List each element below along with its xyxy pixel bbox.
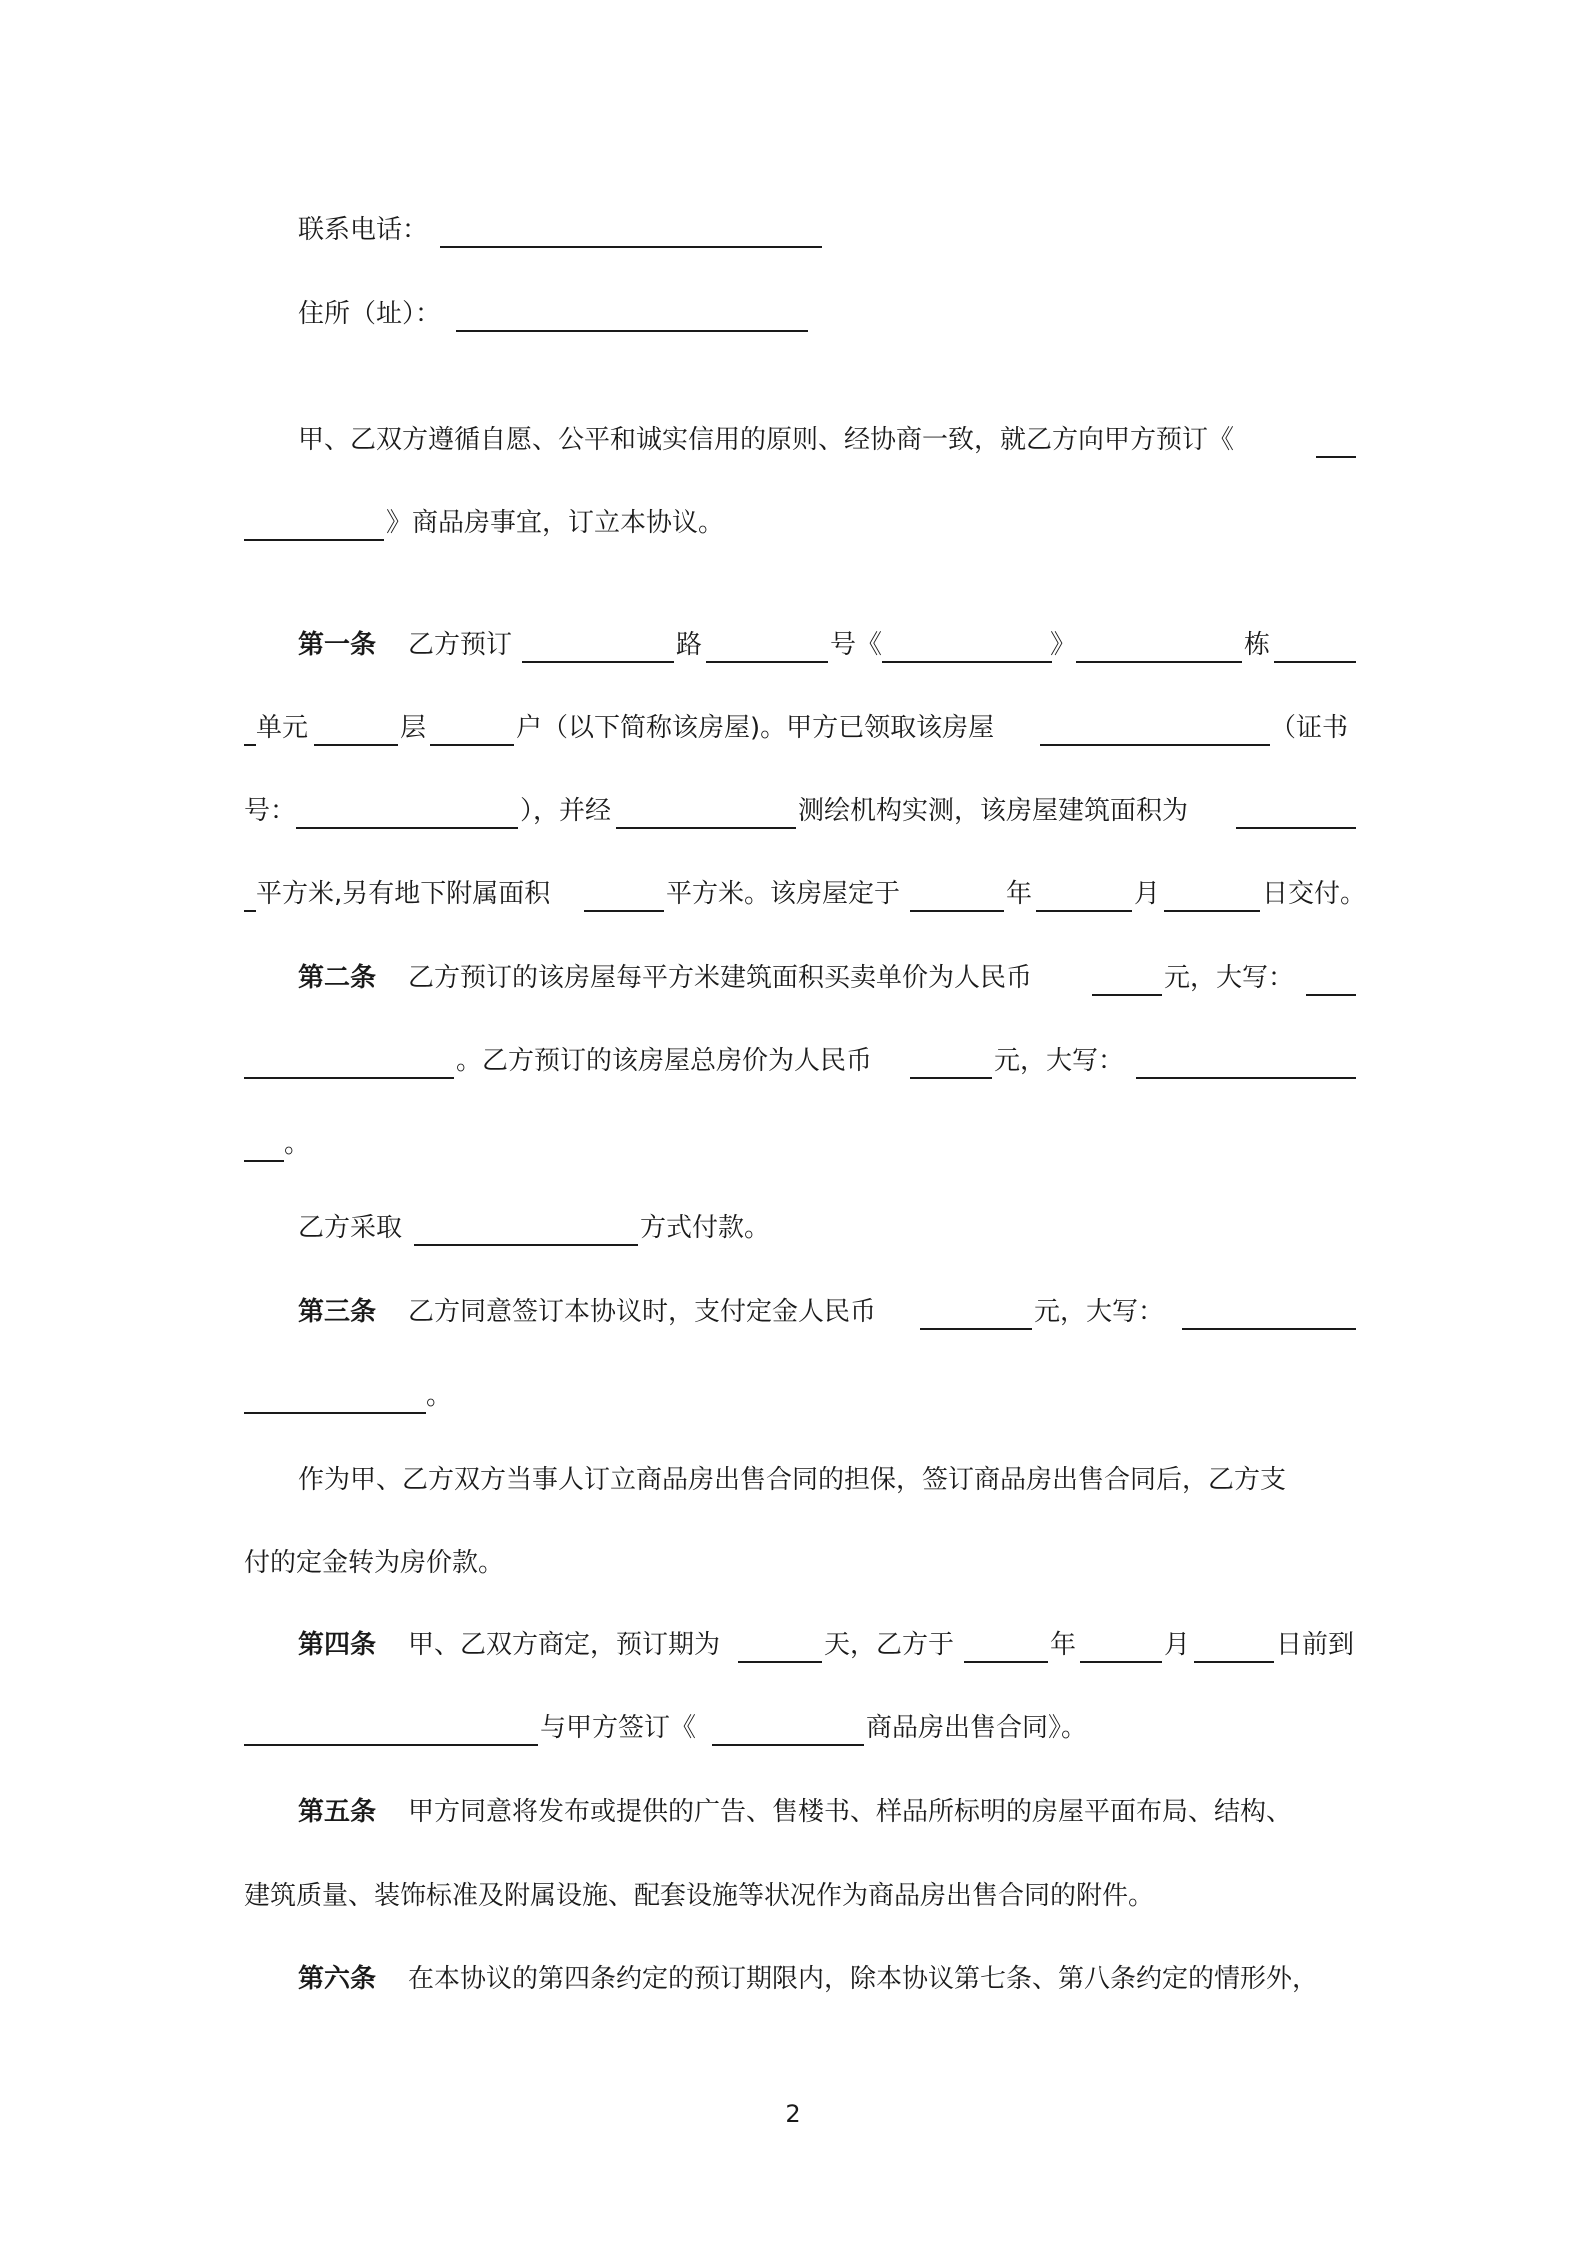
art4-days-blank bbox=[738, 1661, 822, 1663]
art4-text-e: 日前到 bbox=[1276, 1630, 1355, 1660]
art4-text-month: 月 bbox=[1164, 1630, 1191, 1660]
intro-blank-1 bbox=[1316, 456, 1356, 458]
page-number: 2 bbox=[785, 2100, 801, 2128]
art1-year-blank bbox=[910, 910, 1004, 912]
art1-text-delivery: 平方米。该房屋定于 bbox=[666, 879, 901, 909]
art2-text-pay: 乙方采取 bbox=[298, 1213, 403, 1243]
art1-floor-blank bbox=[430, 744, 514, 746]
art2-price-blank bbox=[1092, 994, 1162, 996]
address-row bbox=[0, 296, 1586, 332]
art1-project-blank bbox=[882, 661, 1052, 663]
art1-text-household: 户（以下简称该房屋)。甲方已领取该房屋 bbox=[516, 713, 995, 743]
art1-text-no: 号《 bbox=[830, 630, 883, 660]
art1-line-3 bbox=[0, 793, 1586, 829]
art4-text-g: 商品房出售合同》。 bbox=[866, 1713, 1088, 1743]
art2-line-2 bbox=[0, 1043, 1586, 1079]
art3-heading: 第三条 bbox=[298, 1297, 377, 1327]
art1-lead-blank-4 bbox=[244, 910, 256, 912]
art1-text-close: 》 bbox=[1050, 630, 1077, 660]
art1-day-blank bbox=[1164, 910, 1260, 912]
art6-line-1 bbox=[0, 1961, 1586, 1997]
art2-caps-blank-1 bbox=[1306, 994, 1356, 996]
art1-text-sqm: 平方米,另有地下附属面积 bbox=[256, 879, 551, 909]
art2-text-d: 元，大写： bbox=[994, 1046, 1125, 1076]
art6-text-1: 在本协议的第四条约定的预订期限内，除本协议第七条、第八条约定的情形外， bbox=[408, 1964, 1319, 1994]
art5-text-1: 甲方同意将发布或提供的广告、售楼书、样品所标明的房屋平面布局、结构、 bbox=[408, 1797, 1293, 1827]
art1-area-blank bbox=[1236, 827, 1356, 829]
art1-text-floor: 层 bbox=[400, 713, 427, 743]
art3-text-b: 元，大写： bbox=[1034, 1297, 1165, 1327]
art1-road-blank bbox=[522, 661, 674, 663]
art4-year-blank bbox=[964, 1661, 1048, 1663]
art1-line-2 bbox=[0, 710, 1586, 746]
art2-total-caps-blank bbox=[1136, 1077, 1356, 1079]
art1-survey-blank bbox=[616, 827, 796, 829]
intro-text-1: 甲、乙双方遵循自愿、公平和诚实信用的原则、经协商一致，就乙方向甲方预订《 bbox=[298, 425, 1235, 455]
art1-heading: 第一条 bbox=[298, 630, 377, 660]
art3-deposit-blank bbox=[920, 1328, 1032, 1330]
address-blank bbox=[456, 330, 808, 332]
art1-text-a: 乙方预订 bbox=[408, 630, 513, 660]
art4-place-blank bbox=[244, 1744, 538, 1746]
art3-para-2: 付的定金转为房价款。 bbox=[244, 1548, 505, 1578]
intro-text-2: 》商品房事宜，订立本协议。 bbox=[386, 508, 725, 538]
art1-cert-blank bbox=[1040, 744, 1270, 746]
intro-line-1 bbox=[0, 422, 1586, 458]
art3-caps-blank-1 bbox=[1182, 1328, 1356, 1330]
art6-heading: 第六条 bbox=[298, 1964, 377, 1994]
intro-blank-2 bbox=[244, 539, 384, 541]
art5-heading: 第五条 bbox=[298, 1797, 377, 1827]
art1-building-blank bbox=[1076, 661, 1242, 663]
art1-text-certno: 号： bbox=[244, 796, 297, 826]
art2-payment-method-blank bbox=[414, 1244, 638, 1246]
art1-text-month: 月 bbox=[1134, 879, 1161, 909]
art1-basement-blank bbox=[584, 910, 664, 912]
art2-text-e: 。 bbox=[284, 1129, 311, 1159]
art1-text-day: 日交付。 bbox=[1262, 879, 1367, 909]
art2-text-pay-tail: 方式付款。 bbox=[640, 1213, 771, 1243]
art2-text-b: 元，大写： bbox=[1164, 963, 1295, 993]
art1-text-building: 栋 bbox=[1244, 630, 1271, 660]
art3-text-a: 乙方同意签订本协议时，支付定金人民币 bbox=[408, 1297, 877, 1327]
art2-line-3 bbox=[0, 1126, 1586, 1162]
art4-contract-blank bbox=[712, 1744, 864, 1746]
art1-lead-blank-2 bbox=[244, 744, 256, 746]
art3-line-1 bbox=[0, 1294, 1586, 1330]
art4-text-year: 年 bbox=[1050, 1630, 1077, 1660]
art2-caps-blank-2 bbox=[244, 1077, 454, 1079]
address-label: 住所（址）： bbox=[298, 299, 442, 329]
intro-line-2 bbox=[0, 505, 1586, 541]
contact-phone-row bbox=[0, 212, 1586, 248]
art2-text-a: 乙方预订的该房屋每平方米建筑面积买卖单价为人民币 bbox=[408, 963, 1033, 993]
art4-line-1 bbox=[0, 1627, 1586, 1663]
art2-line-1 bbox=[0, 960, 1586, 996]
art5-line-1 bbox=[0, 1794, 1586, 1830]
art1-text-year: 年 bbox=[1006, 879, 1033, 909]
art4-text-a: 甲、乙双方商定，预订期为 bbox=[408, 1630, 721, 1660]
art3-para-line-2 bbox=[0, 1545, 1586, 1581]
art3-caps-blank-2 bbox=[244, 1412, 426, 1414]
art2-payment-row bbox=[0, 1210, 1586, 1246]
art2-heading: 第二条 bbox=[298, 963, 377, 993]
art2-total-blank bbox=[910, 1077, 992, 1079]
art4-text-b: 天，乙方于 bbox=[824, 1630, 955, 1660]
art2-caps-blank-3 bbox=[244, 1160, 284, 1162]
art4-heading: 第四条 bbox=[298, 1630, 377, 1660]
art1-unit-blank bbox=[314, 744, 398, 746]
art4-month-blank bbox=[1080, 1661, 1162, 1663]
art4-day-blank bbox=[1194, 1661, 1274, 1663]
art1-line-1 bbox=[0, 627, 1586, 663]
art5-line-2 bbox=[0, 1878, 1586, 1914]
art4-line-2 bbox=[0, 1710, 1586, 1746]
art1-text-road: 路 bbox=[676, 630, 703, 660]
art1-number-blank bbox=[706, 661, 828, 663]
art1-text-survey: 测绘机构实测，该房屋建筑面积为 bbox=[798, 796, 1189, 826]
art4-text-f: 与甲方签订《 bbox=[540, 1713, 697, 1743]
art3-text-c: 。 bbox=[426, 1381, 453, 1411]
art3-para-line-1 bbox=[0, 1462, 1586, 1498]
art3-line-2 bbox=[0, 1378, 1586, 1414]
art1-line-4 bbox=[0, 876, 1586, 912]
art1-text-cert: （证书 bbox=[1270, 713, 1349, 743]
art1-certno-blank bbox=[296, 827, 518, 829]
art1-tail-blank-1 bbox=[1274, 661, 1356, 663]
art5-text-2: 建筑质量、装饰标准及附属设施、配套设施等状况作为商品房出售合同的附件。 bbox=[244, 1881, 1155, 1911]
contact-phone-blank bbox=[440, 246, 822, 248]
contact-phone-label: 联系电话： bbox=[298, 215, 429, 245]
art3-para-1: 作为甲、乙方双方当事人订立商品房出售合同的担保，签订商品房出售合同后，乙方支 bbox=[298, 1465, 1287, 1495]
art1-month-blank bbox=[1036, 910, 1132, 912]
art1-text-unit: 单元 bbox=[256, 713, 309, 743]
art2-text-c: 。乙方预订的该房屋总房价为人民币 bbox=[456, 1046, 873, 1076]
art1-text-via: ），并经 bbox=[520, 796, 612, 826]
